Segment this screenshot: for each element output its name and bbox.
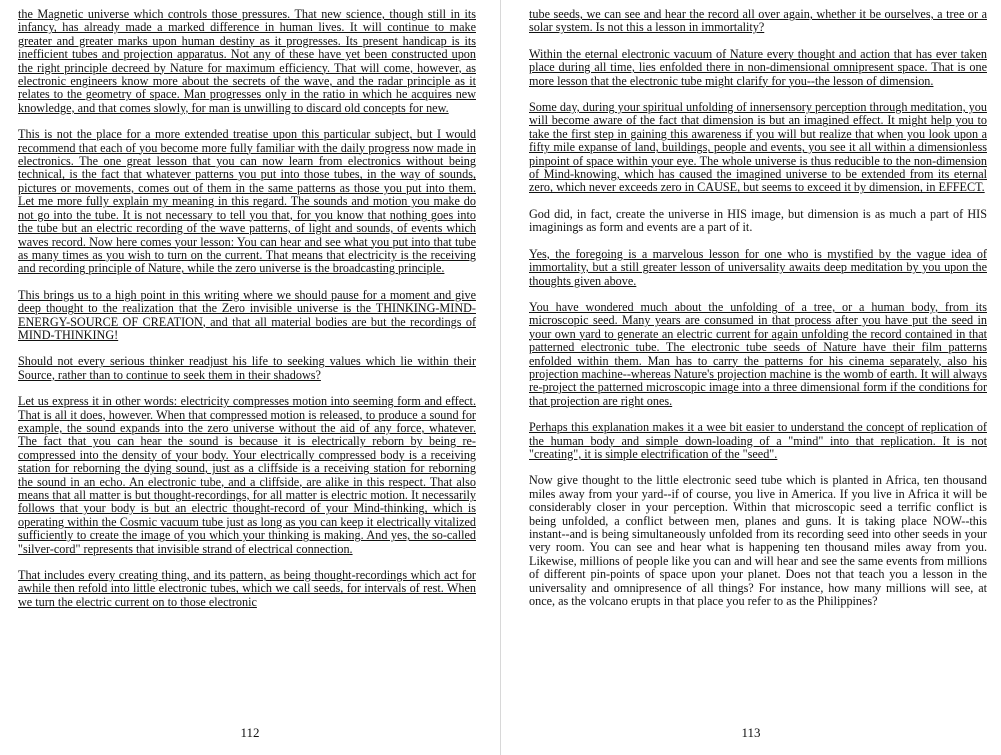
paragraph: tube seeds, we can see and hear the record all over again, whether it be ourselves, a tree or a solar system. Is not this a lesson in immortality? [529,7,987,35]
right-page [500,0,1001,755]
paragraph: the Magnetic universe which controls those pressures. That new science, though still in its infancy, has already made a marked difference in human lives. It will continue to make greater and greater marks upon human destiny as it progresses. Its present handicap is its inefficient tubes and projection apparatus. Not any of these have yet been constructed upon the right principle decreed by Nature for maximum efficiency. That will come, however, as electronic engineers know more about the secrets of the wave, and the radar principle as it relates to the geometry of space. Man progresses only in the ratio in which he acquires new knowledge, and that comes slowly, for man is unwilling to discard old concepts for new. [18,7,476,115]
paragraph: Now give thought to the little electronic seed tube which is planted in Africa, ten thousand miles away from your yard--if of course, you live in America. If you live in Africa it will be considerably closer in your perception. Within that microscopic seed a terrific conflict is being unfolded, a conflict between men, planes and guns. It is taking place NOW--this instant--and is being simultaneously unfolded from its recording seed into other seeds in your very room. You can see and hear what is happening ten thousand miles away from you. Likewise, millions of people like you can and will hear and see the same events from millions of different pin-points of space upon your planet. Does not that teach you a lesson in the universality and omnipresence of all things? For instance, how many millions will see, at once, as the volcano erupts in that place you refer to as the Philippines? [529,473,987,609]
paragraph: Yes, the foregoing is a marvelous lesson for one who is mystified by the vague idea of immortality, but a still greater lesson of universality awaits deep meditation by you upon the thoughts given above. [529,246,987,288]
paragraph: Should not every serious thinker readjust his life to seeking values which lie within their Source, rather than to continue to seek them in their shadows? [18,354,476,382]
page-number: 113 [741,725,761,740]
paragraph: You have wondered much about the unfolding of a tree, or a human body, from its microscopic seed. Many years are consumed in that process after you have put the seed in your own yard to generate an electric current for again unfolding the record contained in that patterned electronic tube. The electronic tube seeds of Nature have their film patterns enfolded within them. Man has to carry the patterns for his cinema separately, also his projection machine--whereas Nature's projection machine is the womb of earth. It will always re-project the patterned microscopic image into a three dimensional form if the conditions for that projection are right ones. [529,299,987,408]
paragraph: That includes every creating thing, and its pattern, as being thought-recordings which act for awhile then refold into little electronic tubes, which we call seeds, for intervals of rest. When we turn the electric current on to those electronic [18,568,476,609]
paragraph: Some day, during your spiritual unfolding of innersensory perception through meditation, you will become aware of the fact that dimension is but an imagined effect. It might help you to take the first step in gaining this awareness if you will but realize that when you look upon a fifty mile expanse of land, buildings, people and events, you see it all within a dimensionless pinpoint of space within your eye. The whole universe is thus reducible to the non-dimension of Mind-knowing, which has caused the imagined universe to be extended from its eternal zero, which never exceeds zero in CAUSE, but seems to exceed it by dimension, in EFFECT. [529,100,987,195]
paragraph: Let us express it in other words: electricity compresses motion into seeming form and effect. That is all it does, however. When that compressed motion is released, to produce a sound for example, the sound expands into the zero universe without the aid of any force, whatever. The fact that you can hear the sound is because it is electrically reborn by being re-compressed into the density of your body. Your electrically compressed body is a receiving station for reborning the dying sound, just as a cliffside is a receiving station for reborning the sound in an echo. An electronic tube, and a cliffside, are alike in this respect. That also means that all matter is but thought-recordings, for all matter is electric motion. It necessarily follows that your body is but an electric thought-record of your Mind-thinking, which is operating within the Cosmic vacuum tube just as long as you can keep it electrically vitalized sufficiently to create the image of you which your thinking is making. And yes, the so-called "silver-cord" represents that invisible strand of electrical connection. [18,394,476,556]
left-page [0,0,500,755]
page-number: 112 [240,725,260,740]
paragraph: This is not the place for a more extended treatise upon this particular subject, but I would recommend that each of you become more fully familiar with the daily progress now made in electronics. The one great lesson that you can now learn from electronics without being technical, is the fact that whatever patterns you put into those tubes, in the way of sounds, pictures or movements, comes out of them in the same patterns as those you put into them. Let me more fully explain my meaning in this regard. The sounds and motion you make do not go into the tube. It is not necessary to tell you that, for you know that nothing goes into the tube but an electric recording of the wave patterns, of light and sounds, of events which waves record. Now here comes your lesson: You can hear and see what you put into that tube as many times as you wish to turn on the current. That means that electricity is the receiving and recording principle of Nature, while the zero universe is the broadcasting principle. [18,127,476,276]
paragraph: Perhaps this explanation makes it a wee bit easier to understand the concept of replication of the human body and simple down-loading of a "mind" into that replication. It is not "creating", it is simple electrification of the "seed". [529,420,987,461]
paragraph: Within the eternal electronic vacuum of Nature every thought and action that has ever taken place during all time, lies enfolded there in non-dimensional omnipresent space. That is one more lesson that the electronic tube might clarify for you--the lesson of dimension. [529,46,987,88]
paragraph: God did, in fact, create the universe in HIS image, but dimension is as much a part of HIS imaginings as form and events are a part of it. [529,206,987,235]
paragraph: This brings us to a high point in this writing where we should pause for a moment and give deep thought to the realization that the Zero invisible universe is the THINKING-MIND-ENERGY-SOURCE OF CREATION, and that all material bodies are but the recordings of MIND-THINKING! [18,287,476,342]
